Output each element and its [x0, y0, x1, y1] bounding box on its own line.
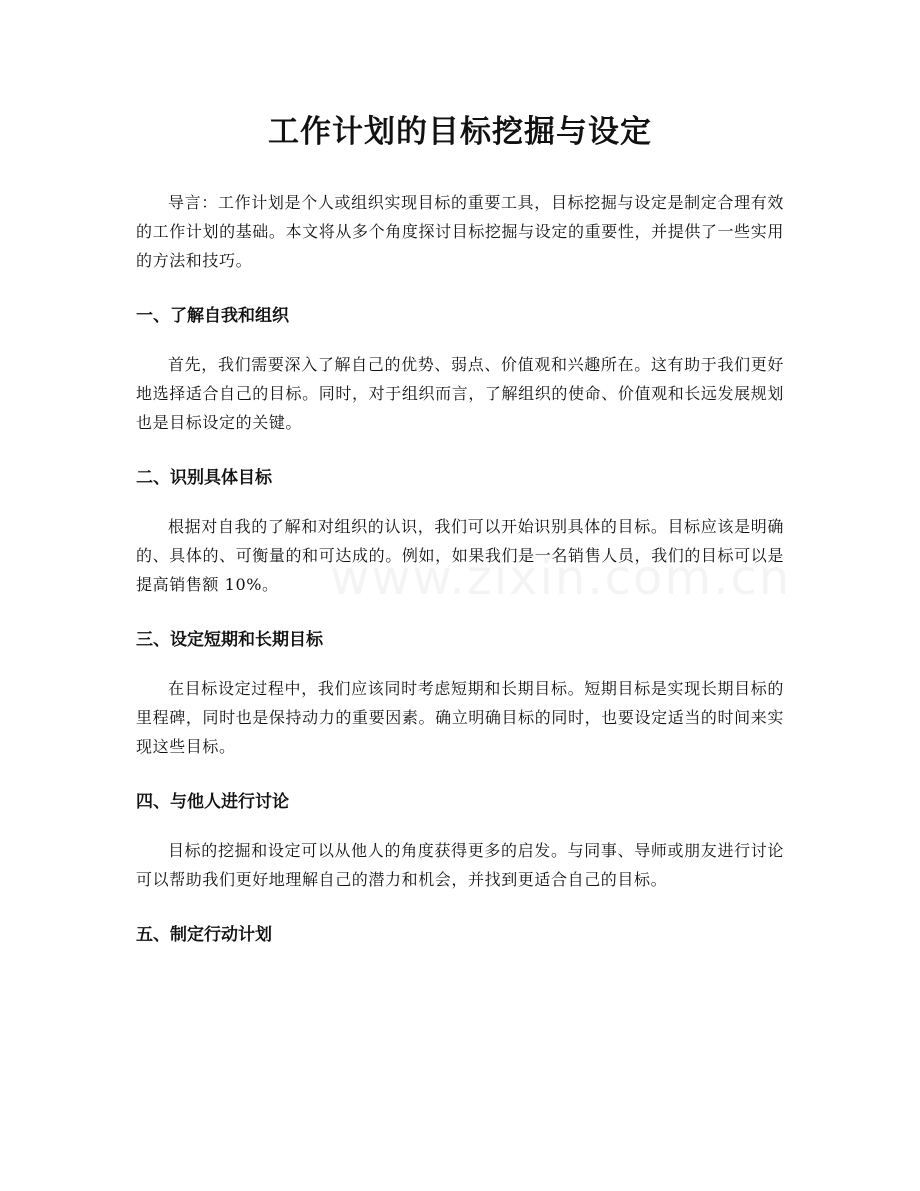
section-heading-2: 二、识别具体目标 — [136, 468, 272, 488]
section-body-3: 在目标设定过程中，我们应该同时考虑短期和长期目标。短期目标是实现长期目标的里程碑，同时也是保持动力的重要因素。确立明确目标的同时，也要设定适当的时间来实现这些目标。 — [136, 679, 784, 756]
section-body-1: 首先，我们需要深入了解自己的优势、弱点、价值观和兴趣所在。这有助于我们更好地选择适合自己的目标。同时，对于组织而言，了解组织的使命、价值观和长远发展规划也是目标设定的关键。 — [136, 355, 784, 432]
section-heading-1: 一、了解自我和组织 — [136, 306, 289, 326]
section-body-2: 根据对自我的了解和对组织的认识，我们可以开始识别具体的目标。目标应该是明确的、具体的、可衡量的和可达成的。例如，如果我们是一名销售人员，我们的目标可以是提高销售额 10%。 — [136, 517, 784, 594]
document-title: 工作计划的目标挖掘与设定 — [268, 114, 652, 150]
section-heading-5: 五、制定行动计划 — [136, 925, 272, 945]
section-body-4: 目标的挖掘和设定可以从他人的角度获得更多的启发。与同事、导师或朋友进行讨论可以帮助我们更好地理解自己的潜力和机会，并找到更适合自己的目标。 — [136, 841, 784, 889]
intro-paragraph: 导言：工作计划是个人或组织实现目标的重要工具，目标挖掘与设定是制定合理有效的工作计划的基础。本文将从多个角度探讨目标挖掘与设定的重要性，并提供了一些实用的方法和技巧。 — [136, 193, 784, 270]
section-heading-3: 三、设定短期和长期目标 — [136, 630, 323, 650]
section-heading-4: 四、与他人进行讨论 — [136, 792, 289, 812]
